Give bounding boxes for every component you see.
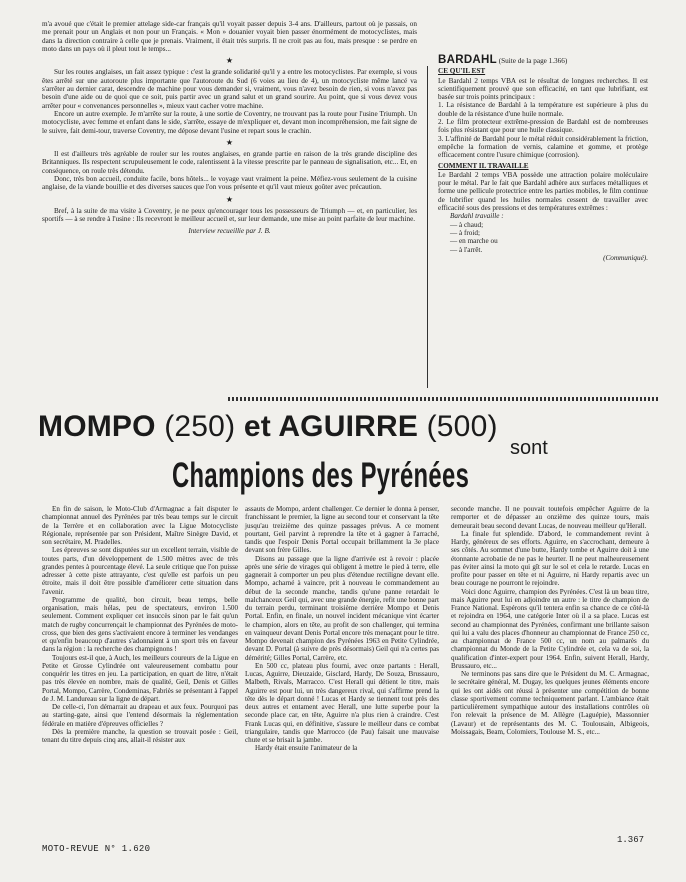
ad-point: 2. Le film protecteur extrême-pression de Bardahl est de nombreuses fois plus résistant que pour une huile classique. — [438, 118, 648, 135]
ad-list-item: — en marche ou — [450, 237, 498, 246]
ad-paragraph: Le Bardahl 2 temps VBA possède une attraction polaire moléculaire pour le métal. Par le fait que Bardahl adhère aux surfaces métalliques et forme une pellicule protectrice entre les parties mobiles, le film continue de lubrifier quand les huiles normales cessent de travailler avec efficacité sous des pressions et des températures extrêmes : — [438, 170, 648, 213]
paragraph: Voici donc Aguirre, champion des Pyrénées. C'est là un beau titre, mais Aguirre peut lui en adjoindre un autre : le titre de champion de France National. Espérons qu'il tentera enfin sa chance de ce côté-là et rejoindra en 1964, une catégorie Inter où il a sa place. Lucas est second au championnat des Pyrénées, confirmant une brillante saison qui lui a valu des places d'honneur au championnat de France 250 cc, au championnat de France 500 cc, un nom au palmarès du championnat du Monde de la Petite Cylindrée et, cela va de soi, la qualification d'inter-expert pour 1964. Enfin, suivent Herall, Hardy, Brussauro, etc... — [451, 587, 649, 670]
paragraph: Toujours est-il que, à Auch, les meilleurs coureurs de la Ligue en Petite et Grosse Cylindrée ont valeureusement combattu pour conquérir les titres en jeu. La participation, en quart de litre, n'était pas très élevée en nombre, mais de qualité, Geil, Denis et Gilles Portal, Mompo, Carrère, Condeminas, Fabriès se présentant à l'appel de J. M. Landureau sur la ligne de départ. — [42, 653, 238, 703]
paragraph: Bref, à la suite de ma visite à Coventry, je ne peux qu'encourager tous les possesseurs de Triumph — et, en particulier, les sportifs — à se rendre à l'usine : Ils recevront le meilleur accueil et, sur leur demande, une mise au point parfaite de leur machine. — [42, 206, 417, 224]
article-column-2 — [245, 505, 439, 753]
ad-heading: CE QU'IL EST — [438, 67, 486, 76]
headline-et: et — [243, 410, 271, 443]
ad-heading: COMMENT IL TRAVAILLE — [438, 161, 529, 170]
page-number: 1.367 — [617, 835, 645, 845]
paragraph: Hardy était ensuite l'animateur de la — [255, 744, 358, 753]
subheadline: Champions des Pyrénées — [172, 456, 470, 495]
paragraph: seconde manche. Il ne pouvait toutefois empêcher Aguirre de la remporter et de dépasser au onzième des quinze tours, mais demeurait beau second devant Lucas, de nouveau meilleur qu'Herall. — [451, 505, 649, 530]
article-column-1 — [42, 505, 238, 744]
paragraph: Encore un autre exemple. Je m'arrête sur la route, à une sortie de Coventry, ne trouvant pas la route pour l'usine Triumph. Un motocycliste, avec femme et enfant dans le side, s'arrête, essaye de m'expliquer et, devant mon incompréhension, me fait signe de le suivre, fait demi-tour, traverse Coventry, me dépose devant l'usine et repart sous le crachin. — [42, 109, 417, 135]
article-column-3 — [451, 505, 649, 736]
headline-rider-1: MOMPO — [38, 410, 156, 443]
ad-point: 1. La résistance de Bardahl à la température est supérieure à plus du double de la résistance d'une huile normale. — [438, 101, 648, 118]
top-article — [42, 20, 417, 235]
paragraph: En fin de saison, le Moto-Club d'Armagnac a fait disputer le championnat annuel des Pyrénées par très beau temps sur le circuit de la Terrère et en collaboration avec la Ligue Motocycliste Régionale, représentée par son Président, Maître Sinègre David, et son secrétaire, M. Pradelles. — [42, 505, 238, 546]
ad-point: 3. L'affinité de Bardahl pour le métal réduit considérablement la friction, empêche la formation de vernis, calamine et gomme, et protège efficacement contre l'usure chimique (corrosion). — [438, 134, 648, 160]
headline — [38, 410, 498, 444]
ad-list-item: — à froid; — [450, 228, 480, 237]
ad-continuation: (Suite de la page 1.366) — [498, 57, 568, 65]
paragraph: Ne terminons pas sans dire que le Président du M. C. Armagnac, le secrétaire général, M. Dugay, les quelques jeunes éléments encore qui les ont aidés ont réussi à présenter une compétition de bonne classe sportivement comme techniquement parlant. L'ambiance était particulièrement sympathique autour des installations contrôles où l'on relevait la présence de M. Allègre (Laguépie), Massonnier (Lavaur) et de représentants des M. C. Toulousain, Albigeois, Moissagais, Beam, Colomiers, Toulouse M. S., etc... — [451, 670, 649, 736]
headline-class-1: (250) — [164, 410, 236, 443]
ad-list-item: — à l'arrêt. — [450, 245, 483, 254]
paragraph: Donc, très bon accueil, conduite facile, bons hôtels... le voyage vaut vraiment la peine. Méfiez-vous seulement de la cuisine anglaise, de la viande bouillie et des diverses sauces que l'on vous présente et qu'il vaut mieux goûter avec précaution. — [42, 175, 417, 192]
star-separator: ★ — [225, 56, 234, 66]
ad-paragraph: Le Bardahl 2 temps VBA est le résultat de longues recherches. Il est scientifiquement prouvé que son efficacité, en tant que lubrifiant, est basée sur trois points principaux : — [438, 76, 648, 102]
paragraph: m'a avoué que c'était le premier attelage side-car français qu'il voyait passer depuis 3-4 ans. D'ailleurs, partout où je passais, on me prenait pour un Anglais et non pour un Français. « Mon » douanier voyait bien passer énormément de motocyclistes, mais dans la direction contraire à celle que je prenais. Vraiment, il était très surpris. Il ne croit pas au fou, mais presque : se perdre en moto dans un pays où il pleut tout le temps... — [42, 20, 417, 53]
paragraph: En 500 cc, plateau plus fourni, avec onze partants : Herall, Lucas, Aguirre, Dieuzaide, Gisclard, Hardy, De Souza, Brussauro, Malbeth, Rivals, Marracco. C'est Herall qui détient le titre, mais Aguirre est pour lui, un très dangereux rival, qui s'affirme prend la tête dès le départ donné ! Lucas et Hardy se tiennent tout près des deux autres et entament avec Herall, une lutte superbe pour la seconde place car, en tête, Aguirre n'a plus rien à craindre. C'est Frank Lucas qui, en définitive, s'assure le meilleur dans ce combat triangulaire, tandis que Marrocco (de Pau) faisait une mauvaise chute et se brisait la jambe. — [245, 661, 439, 744]
star-separator: ★ — [225, 194, 234, 204]
paragraph: Programme de qualité, bon circuit, beau temps, belle organisation, mais hélas, peu de spectateurs, environ 1.500 seulement. Comment expliquer cet insuccès sinon par le fait qu'un match de rugby concurrençait le championnat des Pyrénées de moto-cross, que bien des gens s'activaient encore à terminer les vendanges et qu'enfin beaucoup d'autres s'adonnaient à un sport très en faveur dans la région : la recherche des champignons ! — [42, 595, 238, 654]
ad-brand: BARDAHL — [438, 54, 497, 66]
ad-list-item: — à chaud; — [450, 220, 484, 229]
headline-sont: sont — [510, 437, 548, 459]
dotted-separator — [228, 397, 660, 401]
paragraph: La finale fut splendide. D'abord, le commandement revint à Hardy, généreux de ses efforts. Aguirre, en s'accrochant, demeure à ses côtés. Au sommet d'une butte, Hardy tombe et Aguirre doit à une étonnante acrobatie de ne pas le heurter. Il ne peut malheureusement pas éviter ainsi la moto qui gît sur le sol et cela le retarde. Lucas en profite pour passer en tête et ni Aguirre, ni Hardy repartis avec un beau courage ne pourront le rejoindre. — [451, 529, 649, 588]
headline-rider-2: AGUIRRE — [278, 410, 419, 443]
paragraph: assauts de Mompo, ardent challenger. Ce dernier le donna à penser, franchissant le premier, la ligne au second tour et conservant la tête jusqu'au treizième des quinze passages prévus. A ce moment pourtant, Geil parvint à reprendre la tête et à gagner à l'arraché, tandis que l'espoir Denis Portal occupait brillamment la 3e place devant son frère Gilles. — [245, 505, 439, 555]
paragraph: Sur les routes anglaises, un fait assez typique : c'est la grande solidarité qu'il y a entre les motocyclistes. Par exemple, si vous êtes arrêté sur une autoroute plus importante que l'autoroute du Sud (6 voies au lieu de 4), un motocycliste même lancé va s'arrêter au dernier carat, descendre de machine pour vous demander si, vraiment, vous n'avez besoin de rien, si vous n'avez pas besoin d'une aide ou de quoi que ce soit, puis partir avec un grand salut et un grand sourire. Au point, que si vous devez vous arrêter pour « convenances personnelles », mieux vaut cacher votre machine. — [42, 68, 417, 110]
paragraph: Dès la première manche, la question se trouvait posée : Geil, tenant du titre depuis cinq ans, allait-il résister aux — [42, 727, 238, 744]
magazine-issue: MOTO-REVUE N° 1.620 — [42, 844, 151, 854]
bardahl-advert — [438, 56, 648, 262]
paragraph: Les épreuves se sont disputées sur un excellent terrain, visible de toutes parts, d'un développement de 1.500 mètres avec de très grandes pentes à pourcentage élevé. La seule critique que l'on puisse adresser à cette piste attrayante, c'est qu'elle est parfois un peu étroite, mais il doit être possible d'améliorer cette situation dans l'avenir. — [42, 546, 238, 596]
ad-title-row — [438, 56, 648, 65]
column-divider — [427, 66, 428, 388]
interview-signature: Interview recueillie par J. B. — [188, 226, 271, 235]
paragraph: Disons au passage que la ligne d'arrivée est à revoir : placée après une série de virages qui obligent à mettre le pied à terre, elle gagnerait à comporter un peu plus d'étendue rectiligne devant elle. Mompo, acharné à vaincre, prit à nouveau le commandement au début de la seconde manche, tandis qu'une panne retardait le malchanceux Geil qui, avec une grande énergie, refit une bonne part du terrain perdu, terminant troisième derrière Mompo et Denis Portal. Enfin, en finale, un nouvel incident mécanique vint écarter le champion, alors en tête, au profit de son challenger, qui termina en vainqueur devant Denis Portal encore très menaçant pour le titre. Mompo devenait champion des Pyrénées 1963 en Petite Cylindrée, devant D. Portal (à suivre de près désormais) Geil qui n'a certes pas démérité; Gilles Portal, Carrère, etc. — [245, 554, 439, 662]
headline-class-2: (500) — [426, 410, 498, 443]
paragraph: De celle-ci, l'on démarrait au drapeau et aux feux. Pourquoi pas au starting-gate, ainsi que l'entend désormais la réglementation fédérale en matière d'épreuves officielles ? — [42, 703, 238, 728]
ad-note: (Communiqué). — [603, 253, 648, 262]
paragraph: Il est d'ailleurs très agréable de rouler sur les routes anglaises, en grande partie en raison de la très grande discipline des Britanniques. Ils respectent scrupuleusement le code, ralentissent à la vitesse prescrite par le panneau de signalisation, etc... Et, en conséquence, on roule très détendu. — [42, 150, 417, 175]
star-separator: ★ — [225, 137, 234, 147]
ad-list-title: Bardahl travaille : — [450, 212, 504, 221]
